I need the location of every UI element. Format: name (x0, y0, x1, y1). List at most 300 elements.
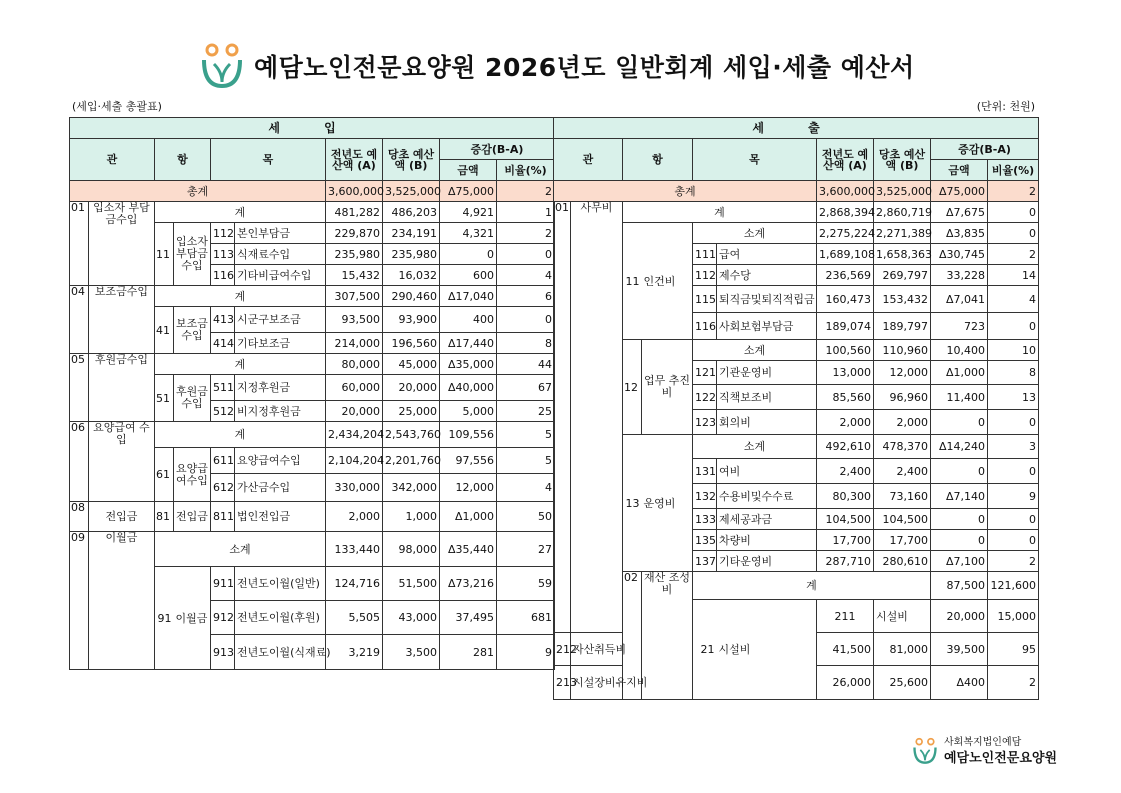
cell-ratio: 6 (497, 286, 555, 307)
mok-code: 213 (554, 666, 571, 700)
cell-diff: 10,400 (931, 340, 988, 361)
hang-name: 요양급 여수입 (174, 448, 211, 502)
cell-diff: 0 (931, 530, 988, 551)
cell-curr: 2,860,719 (874, 202, 931, 223)
caption-unit: (단위: 천원) (976, 100, 1035, 113)
cell-diff: Δ7,675 (931, 202, 988, 223)
mok-name: 사회보험부담금 (717, 313, 817, 340)
cell-curr: 478,370 (874, 435, 931, 459)
cell-curr: 121,600 (988, 572, 1039, 600)
cell-ratio: 44 (497, 354, 555, 375)
col-prev-budget: 전년도 예산액 (A) (326, 139, 383, 181)
total-label: 총계 (70, 181, 326, 202)
hang-code: 41 (155, 307, 174, 354)
cell-prev: 307,500 (326, 286, 383, 307)
col-ratio: 비율(%) (988, 160, 1039, 181)
cell-diff: 97,556 (440, 448, 497, 474)
cell-diff: 0 (440, 244, 497, 265)
cell-prev: 26,000 (817, 666, 874, 700)
hang-name: 보조금 수입 (174, 307, 211, 354)
mok-name: 차량비 (717, 530, 817, 551)
hang-code: 12 (623, 340, 642, 435)
mok-name: 시설비 (874, 600, 931, 633)
cell-prev: 160,473 (817, 286, 874, 313)
cell-prev: 100,560 (817, 340, 874, 361)
cell-curr: 2,271,389 (874, 223, 931, 244)
cell-ratio: 59 (497, 567, 555, 601)
mok-code: 111 (693, 244, 717, 265)
cell-diff: Δ1,000 (440, 502, 497, 532)
expense-table (553, 117, 1039, 700)
cell-ratio: 1 (497, 202, 555, 223)
cell-prev: 85,560 (817, 385, 874, 410)
cell-curr: 234,191 (383, 223, 440, 244)
gwan-code: 04 (70, 286, 89, 354)
document-title: 예담노인전문요양원 2026년도 일반회계 세입·세출 예산서 (254, 53, 915, 82)
col-diff: 증감(B-A) (931, 139, 1039, 160)
col-amount: 금액 (440, 160, 497, 181)
col-prev-budget: 전년도 예산액 (A) (817, 139, 874, 181)
mok-code: 115 (693, 286, 717, 313)
cell-prev: 13,000 (817, 361, 874, 385)
cell-prev: 287,710 (817, 551, 874, 572)
cell-curr: 189,797 (874, 313, 931, 340)
col-mok: 목 (211, 139, 326, 181)
cell-ratio: 0 (497, 307, 555, 333)
mok-code: 811 (211, 502, 235, 532)
cell-diff: 400 (440, 307, 497, 333)
cell-diff: Δ73,216 (440, 567, 497, 601)
gwan-code: 02 (623, 572, 642, 700)
cell-diff: Δ14,240 (931, 435, 988, 459)
mok-code: 116 (211, 265, 235, 286)
table-row (554, 202, 1039, 223)
cell-diff: 11,400 (931, 385, 988, 410)
cell-ratio: 5 (497, 422, 555, 448)
hang-code: 21 (693, 600, 717, 700)
total-curr: 3,525,000 (874, 181, 931, 202)
mok-code: 414 (211, 333, 235, 354)
total-prev: 3,600,000 (326, 181, 383, 202)
cell-curr: 45,000 (383, 354, 440, 375)
hang-code: 11 (623, 223, 642, 340)
cell-diff: Δ7,100 (931, 551, 988, 572)
col-gwan: 관 (554, 139, 623, 181)
cell-ratio: 0 (988, 313, 1039, 340)
cell-curr: 1,658,363 (874, 244, 931, 265)
mok-name: 제세공과금 (717, 509, 817, 530)
cell-diff: Δ1,000 (931, 361, 988, 385)
cell-diff: 5,000 (440, 401, 497, 422)
cell-ratio: 8 (988, 361, 1039, 385)
col-curr-budget: 당초 예산액 (B) (383, 139, 440, 181)
cell-diff: Δ7,041 (931, 286, 988, 313)
hang-code: 11 (155, 223, 174, 286)
gwan-name: 전입금 (89, 502, 155, 532)
table-row (70, 202, 555, 223)
cell-diff: Δ17,040 (440, 286, 497, 307)
mok-name: 법인전입금 (235, 502, 326, 532)
mok-code: 912 (211, 601, 235, 635)
cell-curr: 3,500 (383, 635, 440, 670)
cell-curr: 196,560 (383, 333, 440, 354)
subtotal-label: 소계 (693, 223, 817, 244)
cell-prev: 2,000 (817, 410, 874, 435)
cell-prev: 5,505 (326, 601, 383, 635)
cell-curr: 235,980 (383, 244, 440, 265)
gwan-code: 06 (70, 422, 89, 502)
cell-prev: 330,000 (326, 474, 383, 502)
mok-code: 112 (211, 223, 235, 244)
footer-brand (912, 735, 1057, 767)
mok-code: 212 (554, 633, 571, 666)
cell-prev: 481,282 (326, 202, 383, 223)
cell-curr: 98,000 (383, 532, 440, 567)
sum-label: 계 (155, 202, 326, 223)
cell-curr: 110,960 (874, 340, 931, 361)
gwan-code: 05 (70, 354, 89, 422)
cell-prev: 60,000 (326, 375, 383, 401)
cell-prev: 1,689,108 (817, 244, 874, 265)
hang-name: 인건비 (642, 223, 693, 340)
mok-name: 급여 (717, 244, 817, 265)
cell-diff: 12,000 (440, 474, 497, 502)
cell-prev: 3,219 (326, 635, 383, 670)
cell-ratio: 50 (497, 502, 555, 532)
hang-name: 후원금 수입 (174, 375, 211, 422)
cell-ratio: 9 (497, 635, 555, 670)
gwan-name: 후원금수입 (89, 354, 155, 422)
cell-prev: 20,000 (931, 600, 988, 633)
cell-ratio: 2 (497, 223, 555, 244)
mok-code: 116 (693, 313, 717, 340)
cell-ratio: 25 (497, 401, 555, 422)
cell-curr: 104,500 (874, 509, 931, 530)
gwan-name: 요양급여 수입 (89, 422, 155, 502)
yedam-logo-small-icon (912, 737, 938, 765)
mok-code: 612 (211, 474, 235, 502)
cell-curr: 43,000 (383, 601, 440, 635)
mok-name: 본인부담금 (235, 223, 326, 244)
cell-prev: 87,500 (931, 572, 988, 600)
cell-ratio: 3 (988, 435, 1039, 459)
hang-name: 운영비 (642, 435, 693, 572)
mok-code: 512 (211, 401, 235, 422)
title-area (200, 42, 915, 90)
sum-label: 계 (155, 354, 326, 375)
cell-curr: 2,000 (874, 410, 931, 435)
cell-prev: 214,000 (326, 333, 383, 354)
mok-code: 112 (693, 265, 717, 286)
cell-curr: 280,610 (874, 551, 931, 572)
mok-code: 133 (693, 509, 717, 530)
cell-diff: Δ35,440 (440, 532, 497, 567)
col-amount: 금액 (931, 160, 988, 181)
cell-ratio: 0 (988, 410, 1039, 435)
cell-curr: 15,000 (988, 600, 1039, 633)
cell-diff: 0 (931, 459, 988, 484)
col-hang: 항 (155, 139, 211, 181)
cell-diff: 0 (931, 509, 988, 530)
cell-ratio: 8 (497, 333, 555, 354)
mok-code: 413 (211, 307, 235, 333)
cell-ratio: 10 (988, 340, 1039, 361)
cell-curr: 2,201,760 (383, 448, 440, 474)
mok-name: 기타보조금 (235, 333, 326, 354)
cell-ratio: 4 (497, 265, 555, 286)
table-row (70, 532, 555, 567)
mok-name: 제수당 (717, 265, 817, 286)
cell-prev: 236,569 (817, 265, 874, 286)
mok-name: 수용비및수수료 (717, 484, 817, 509)
subtotal-label: 소계 (155, 532, 326, 567)
cell-curr: 1,000 (383, 502, 440, 532)
mok-code: 123 (693, 410, 717, 435)
mok-name: 기관운영비 (717, 361, 817, 385)
gwan-name: 사무비 (571, 202, 623, 633)
cell-prev: 2,400 (817, 459, 874, 484)
mok-name: 식재료수입 (235, 244, 326, 265)
hang-code: 51 (155, 375, 174, 422)
mok-name: 시설장비유지비 (571, 666, 623, 700)
yedam-logo-icon (200, 42, 244, 90)
expense-total-row (554, 181, 1039, 202)
hang-name: 업무 추진비 (642, 340, 693, 435)
cell-curr: 25,600 (874, 666, 931, 700)
mok-code: 913 (211, 635, 235, 670)
cell-diff: 723 (931, 313, 988, 340)
cell-ratio: 0 (988, 202, 1039, 223)
sum-label: 계 (623, 202, 817, 223)
cell-ratio: 67 (497, 375, 555, 401)
cell-prev: 17,700 (817, 530, 874, 551)
cell-ratio: 0 (988, 530, 1039, 551)
cell-curr: 96,960 (874, 385, 931, 410)
table-row (70, 422, 555, 448)
cell-prev: 41,500 (817, 633, 874, 666)
table-row (554, 572, 1039, 600)
cell-curr: 342,000 (383, 474, 440, 502)
cell-diff: Δ3,835 (931, 223, 988, 244)
cell-prev: 15,432 (326, 265, 383, 286)
cell-curr: 2,400 (874, 459, 931, 484)
gwan-code: 01 (70, 202, 89, 286)
cell-prev: 124,716 (326, 567, 383, 601)
total-label: 총계 (554, 181, 817, 202)
mok-code: 122 (693, 385, 717, 410)
cell-ratio: 9 (988, 484, 1039, 509)
cell-ratio: 0 (988, 223, 1039, 244)
mok-name: 직책보조비 (717, 385, 817, 410)
cell-diff: Δ40,000 (440, 375, 497, 401)
cell-prev: 104,500 (817, 509, 874, 530)
mok-name: 회의비 (717, 410, 817, 435)
mok-name: 자산취득비 (571, 633, 623, 666)
cell-curr: 25,000 (383, 401, 440, 422)
cell-curr: 153,432 (874, 286, 931, 313)
cell-curr: 93,900 (383, 307, 440, 333)
cell-prev: 189,074 (817, 313, 874, 340)
mok-name: 비지정후원금 (235, 401, 326, 422)
cell-prev: 2,434,204 (326, 422, 383, 448)
cell-ratio: 14 (988, 265, 1039, 286)
cell-ratio: 4 (497, 474, 555, 502)
mok-name: 전년도이월(후원) (235, 601, 326, 635)
total-prev: 3,600,000 (817, 181, 874, 202)
table-row (70, 286, 555, 307)
gwan-name: 보조금수입 (89, 286, 155, 354)
mok-name: 기타운영비 (717, 551, 817, 572)
mok-code: 132 (693, 484, 717, 509)
mok-name: 전년도이월(일반) (235, 567, 326, 601)
cell-prev: 20,000 (326, 401, 383, 422)
footer-facility: 예담노인전문요양원 (944, 751, 1058, 766)
mok-name: 시군구보조금 (235, 307, 326, 333)
cell-prev: 229,870 (326, 223, 383, 244)
cell-curr: 51,500 (383, 567, 440, 601)
mok-name: 요양급여수입 (235, 448, 326, 474)
total-ratio: 2 (497, 181, 555, 202)
cell-diff: 33,228 (931, 265, 988, 286)
expense-band-header: 세 출 (554, 118, 1039, 139)
cell-prev: 2,000 (326, 502, 383, 532)
mok-code: 511 (211, 375, 235, 401)
cell-ratio: 13 (988, 385, 1039, 410)
cell-diff: Δ400 (931, 666, 988, 700)
cell-ratio: 0 (988, 509, 1039, 530)
mok-code: 137 (693, 551, 717, 572)
caption-summary: (세입·세출 총괄표) (72, 100, 162, 113)
gwan-name: 이월금 (89, 532, 155, 670)
mok-code: 121 (693, 361, 717, 385)
hang-code: 13 (623, 435, 642, 572)
mok-code: 131 (693, 459, 717, 484)
cell-ratio: 2 (988, 666, 1039, 700)
total-diff: Δ75,000 (931, 181, 988, 202)
table-row (70, 502, 555, 532)
hang-code: 61 (155, 448, 174, 502)
mok-code: 135 (693, 530, 717, 551)
cell-curr: 73,160 (874, 484, 931, 509)
cell-diff: Δ17,440 (440, 333, 497, 354)
cell-diff: 4,321 (440, 223, 497, 244)
income-table (69, 117, 555, 670)
mok-code: 113 (211, 244, 235, 265)
table-row (554, 223, 1039, 244)
cell-diff: 600 (440, 265, 497, 286)
mok-code: 211 (817, 600, 874, 633)
table-row (554, 340, 1039, 361)
mok-name: 여비 (717, 459, 817, 484)
gwan-code: 09 (70, 532, 89, 670)
cell-ratio: 2 (988, 244, 1039, 265)
mok-name: 지정후원금 (235, 375, 326, 401)
income-band-header: 세 입 (70, 118, 555, 139)
sum-label: 계 (155, 422, 326, 448)
cell-curr: 17,700 (874, 530, 931, 551)
hang-name: 입소자 부담금 수입 (174, 223, 211, 286)
col-curr-budget: 당초 예산액 (B) (874, 139, 931, 181)
cell-curr: 16,032 (383, 265, 440, 286)
subtotal-label: 소계 (693, 435, 817, 459)
sum-label: 계 (693, 572, 931, 600)
col-gwan: 관 (70, 139, 155, 181)
table-row (70, 354, 555, 375)
subtotal-label: 소계 (693, 340, 817, 361)
table-row (554, 435, 1039, 459)
cell-prev: 80,300 (817, 484, 874, 509)
cell-curr: 290,460 (383, 286, 440, 307)
cell-diff: Δ7,140 (931, 484, 988, 509)
gwan-code: 08 (70, 502, 89, 532)
gwan-code: 01 (554, 202, 571, 633)
cell-diff: 39,500 (931, 633, 988, 666)
cell-curr: 2,543,760 (383, 422, 440, 448)
col-mok: 목 (693, 139, 817, 181)
gwan-name: 재산 조성비 (642, 572, 693, 700)
cell-prev: 2,275,224 (817, 223, 874, 244)
cell-curr: 486,203 (383, 202, 440, 223)
hang-name: 전입금 (174, 502, 211, 532)
cell-ratio: 0 (497, 244, 555, 265)
hang-code: 81 (155, 502, 174, 532)
mok-name: 가산금수입 (235, 474, 326, 502)
cell-ratio: 4 (988, 286, 1039, 313)
col-hang: 항 (623, 139, 693, 181)
cell-prev: 133,440 (326, 532, 383, 567)
cell-diff: 109,556 (440, 422, 497, 448)
sum-label: 계 (155, 286, 326, 307)
cell-ratio: 27 (497, 532, 555, 567)
cell-diff: Δ30,745 (931, 244, 988, 265)
hang-name: 시설비 (717, 600, 817, 700)
cell-ratio: 0 (988, 459, 1039, 484)
gwan-name: 입소자 부담금수입 (89, 202, 155, 286)
footer-corporation: 사회복지법인예담 (944, 737, 1022, 748)
hang-name: 이월금 (174, 567, 211, 670)
mok-code: 911 (211, 567, 235, 601)
total-ratio: 2 (988, 181, 1039, 202)
cell-ratio: 5 (497, 448, 555, 474)
total-diff: Δ75,000 (440, 181, 497, 202)
cell-curr: 81,000 (874, 633, 931, 666)
cell-prev: 2,104,204 (326, 448, 383, 474)
mok-code: 611 (211, 448, 235, 474)
cell-ratio: 95 (988, 633, 1039, 666)
total-curr: 3,525,000 (383, 181, 440, 202)
cell-ratio: 2 (988, 551, 1039, 572)
col-diff: 증감(B-A) (440, 139, 555, 160)
cell-curr: 20,000 (383, 375, 440, 401)
cell-prev: 2,868,394 (817, 202, 874, 223)
hang-code: 91 (155, 567, 174, 670)
cell-diff: 4,921 (440, 202, 497, 223)
cell-prev: 80,000 (326, 354, 383, 375)
col-ratio: 비율(%) (497, 160, 555, 181)
cell-diff: 0 (931, 410, 988, 435)
cell-diff: 281 (440, 635, 497, 670)
cell-diff: Δ35,000 (440, 354, 497, 375)
cell-curr: 269,797 (874, 265, 931, 286)
cell-curr: 12,000 (874, 361, 931, 385)
mok-name: 전년도이월(식재료) (235, 635, 326, 670)
cell-diff: 37,495 (440, 601, 497, 635)
cell-prev: 492,610 (817, 435, 874, 459)
cell-ratio: 681 (497, 601, 555, 635)
mok-name: 기타비급여수입 (235, 265, 326, 286)
mok-name: 퇴직금및퇴직적립금 (717, 286, 817, 313)
cell-prev: 93,500 (326, 307, 383, 333)
